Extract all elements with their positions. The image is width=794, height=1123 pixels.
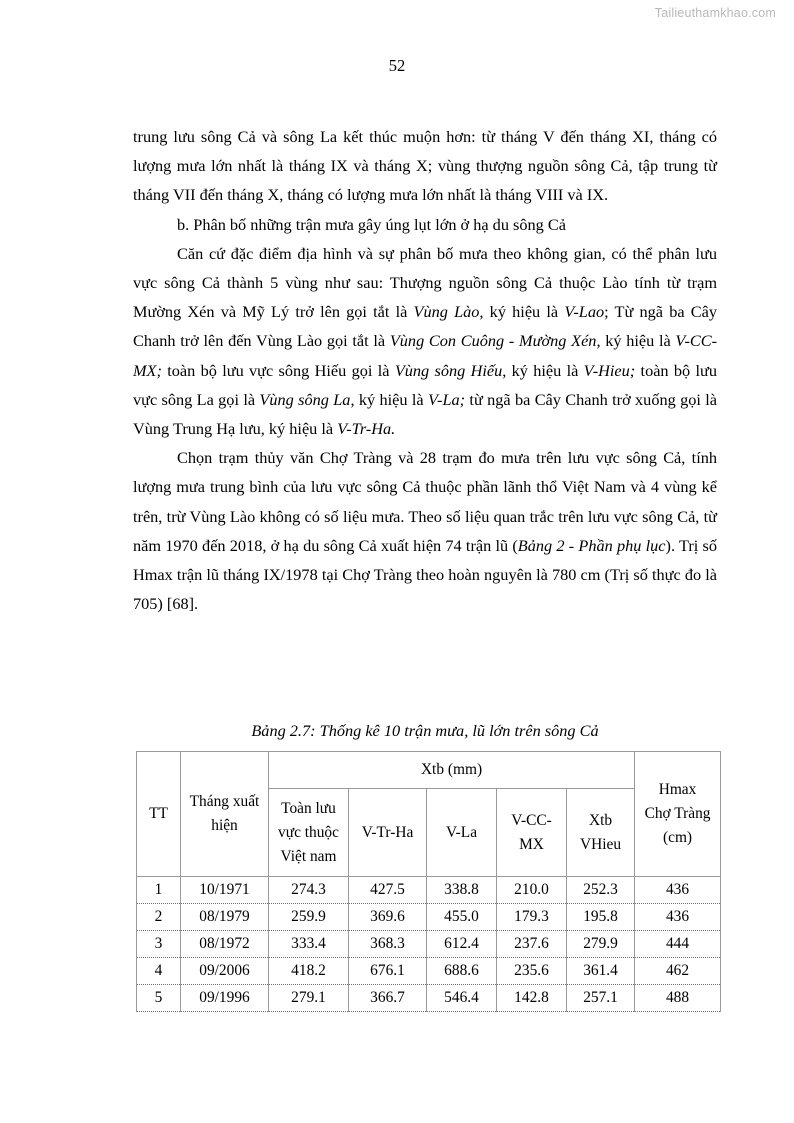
cell-toanluu: 274.3 [269, 877, 349, 904]
paragraph-2: b. Phân bố những trận mưa gây úng lụt lớn ở hạ du sông Cả [177, 214, 566, 234]
table-body [137, 877, 721, 1012]
header-vccmx: V-CC- MX [497, 789, 567, 877]
cell-vla: 455.0 [427, 904, 497, 931]
cell-toanluu: 418.2 [269, 958, 349, 985]
cell-vccmx: 210.0 [497, 877, 567, 904]
table-head [137, 752, 721, 877]
cell-vccmx: 235.6 [497, 958, 567, 985]
statistics-table-wrapper [136, 751, 720, 1012]
header-tt: TT [137, 752, 181, 877]
cell-hmax: 436 [635, 904, 721, 931]
cell-tt: 3 [137, 931, 181, 958]
cell-xtbvhieu: 252.3 [567, 877, 635, 904]
cell-toanluu: 259.9 [269, 904, 349, 931]
page-number: 52 [388, 56, 406, 75]
cell-vtrha: 369.6 [349, 904, 427, 931]
cell-xtbvhieu: 279.9 [567, 931, 635, 958]
cell-xtbvhieu: 195.8 [567, 904, 635, 931]
cell-hmax: 462 [635, 958, 721, 985]
header-toanluu: Toàn lưu vực thuộc Việt nam [269, 789, 349, 877]
cell-tt: 2 [137, 904, 181, 931]
cell-xtbvhieu: 257.1 [567, 985, 635, 1012]
header-hmax: Hmax Chợ Tràng (cm) [635, 752, 721, 877]
cell-hmax: 444 [635, 931, 721, 958]
cell-tt: 4 [137, 958, 181, 985]
paragraph-3: Căn cứ đặc điểm địa hình và sự phân bố mưa theo không gian, có thể phân lưu vực sông Cả thành 5 vùng như sau: Thượng nguồn sông Cả thuộc Lào tính từ trạm Mường Xén và Mỹ Lý trở lên gọi tắt là Vùng Lào, ký hiệu là V-Lao; Từ ngã ba Cây Chanh trở lên đến Vùng Lào gọi tắt là Vùng Con Cuông - Mường Xén, ký hiệu là V-CC-MX; toàn bộ lưu vực sông Hiếu gọi là Vùng sông Hiếu, ký hiệu là V-Hieu; toàn bộ lưu vực sông La gọi là Vùng sông La, ký hiệu là V-La; từ ngã ba Cây Chanh trở xuống gọi là Vùng Trung Hạ lưu, ký hiệu là V-Tr-Ha. [133, 243, 718, 439]
cell-month: 08/1972 [181, 931, 269, 958]
table-row [137, 931, 721, 958]
watermark-text: Tailieuthamkhao.com [654, 6, 776, 20]
header-month: Tháng xuất hiện [181, 752, 269, 877]
paragraph-4: Chọn trạm thủy văn Chợ Tràng và 28 trạm đo mưa trên lưu vực sông Cả, tính lượng mưa trung bình của lưu vực sông Cả thuộc phần lãnh thổ Việt Nam và 4 vùng kể trên, trừ Vùng Lào không có số liệu mưa. Theo số liệu quan trắc trên lưu vực sông Cả, từ năm 1970 đến 2018, ở hạ du sông Cả xuất hiện 74 trận lũ (Bảng 2 - Phần phụ lục). Trị số Hmax trận lũ tháng IX/1978 tại Chợ Tràng theo hoàn nguyên là 780 cm (Trị số thực đo là 705) [68]. [133, 448, 717, 614]
cell-vccmx: 142.8 [497, 985, 567, 1012]
cell-vla: 546.4 [427, 985, 497, 1012]
table-row [137, 877, 721, 904]
cell-vla: 338.8 [427, 877, 497, 904]
table-row [137, 904, 721, 931]
cell-vtrha: 427.5 [349, 877, 427, 904]
table-caption: Bảng 2.7: Thống kê 10 trận mưa, lũ lớn trên sông Cả [251, 721, 599, 740]
cell-hmax: 488 [635, 985, 721, 1012]
cell-tt: 1 [137, 877, 181, 904]
cell-xtbvhieu: 361.4 [567, 958, 635, 985]
header-vla: V-La [427, 789, 497, 877]
cell-hmax: 436 [635, 877, 721, 904]
cell-month: 09/1996 [181, 985, 269, 1012]
table-row [137, 958, 721, 985]
header-xtb-vhieu: Xtb VHieu [567, 789, 635, 877]
cell-vtrha: 366.7 [349, 985, 427, 1012]
cell-vtrha: 368.3 [349, 931, 427, 958]
paragraph-1: trung lưu sông Cả và sông La kết thúc muộn hơn: từ tháng V đến tháng XI, tháng có lượng mưa lớn nhất là tháng IX và tháng X; vùng thượng nguồn sông Cả, tập trung từ tháng VII đến tháng X, tháng có lượng mưa lớn nhất là tháng VIII và IX. [133, 127, 717, 205]
cell-vla: 688.6 [427, 958, 497, 985]
cell-month: 10/1971 [181, 877, 269, 904]
cell-vtrha: 676.1 [349, 958, 427, 985]
cell-month: 09/2006 [181, 958, 269, 985]
cell-tt: 5 [137, 985, 181, 1012]
cell-toanluu: 279.1 [269, 985, 349, 1012]
body-content [133, 122, 717, 618]
cell-vla: 612.4 [427, 931, 497, 958]
statistics-table [136, 751, 721, 1012]
table-header-row-group [137, 752, 721, 789]
cell-vccmx: 237.6 [497, 931, 567, 958]
header-group-xtb: Xtb (mm) [269, 752, 635, 789]
table-row [137, 985, 721, 1012]
cell-month: 08/1979 [181, 904, 269, 931]
header-vtrha: V-Tr-Ha [349, 789, 427, 877]
cell-vccmx: 179.3 [497, 904, 567, 931]
cell-toanluu: 333.4 [269, 931, 349, 958]
